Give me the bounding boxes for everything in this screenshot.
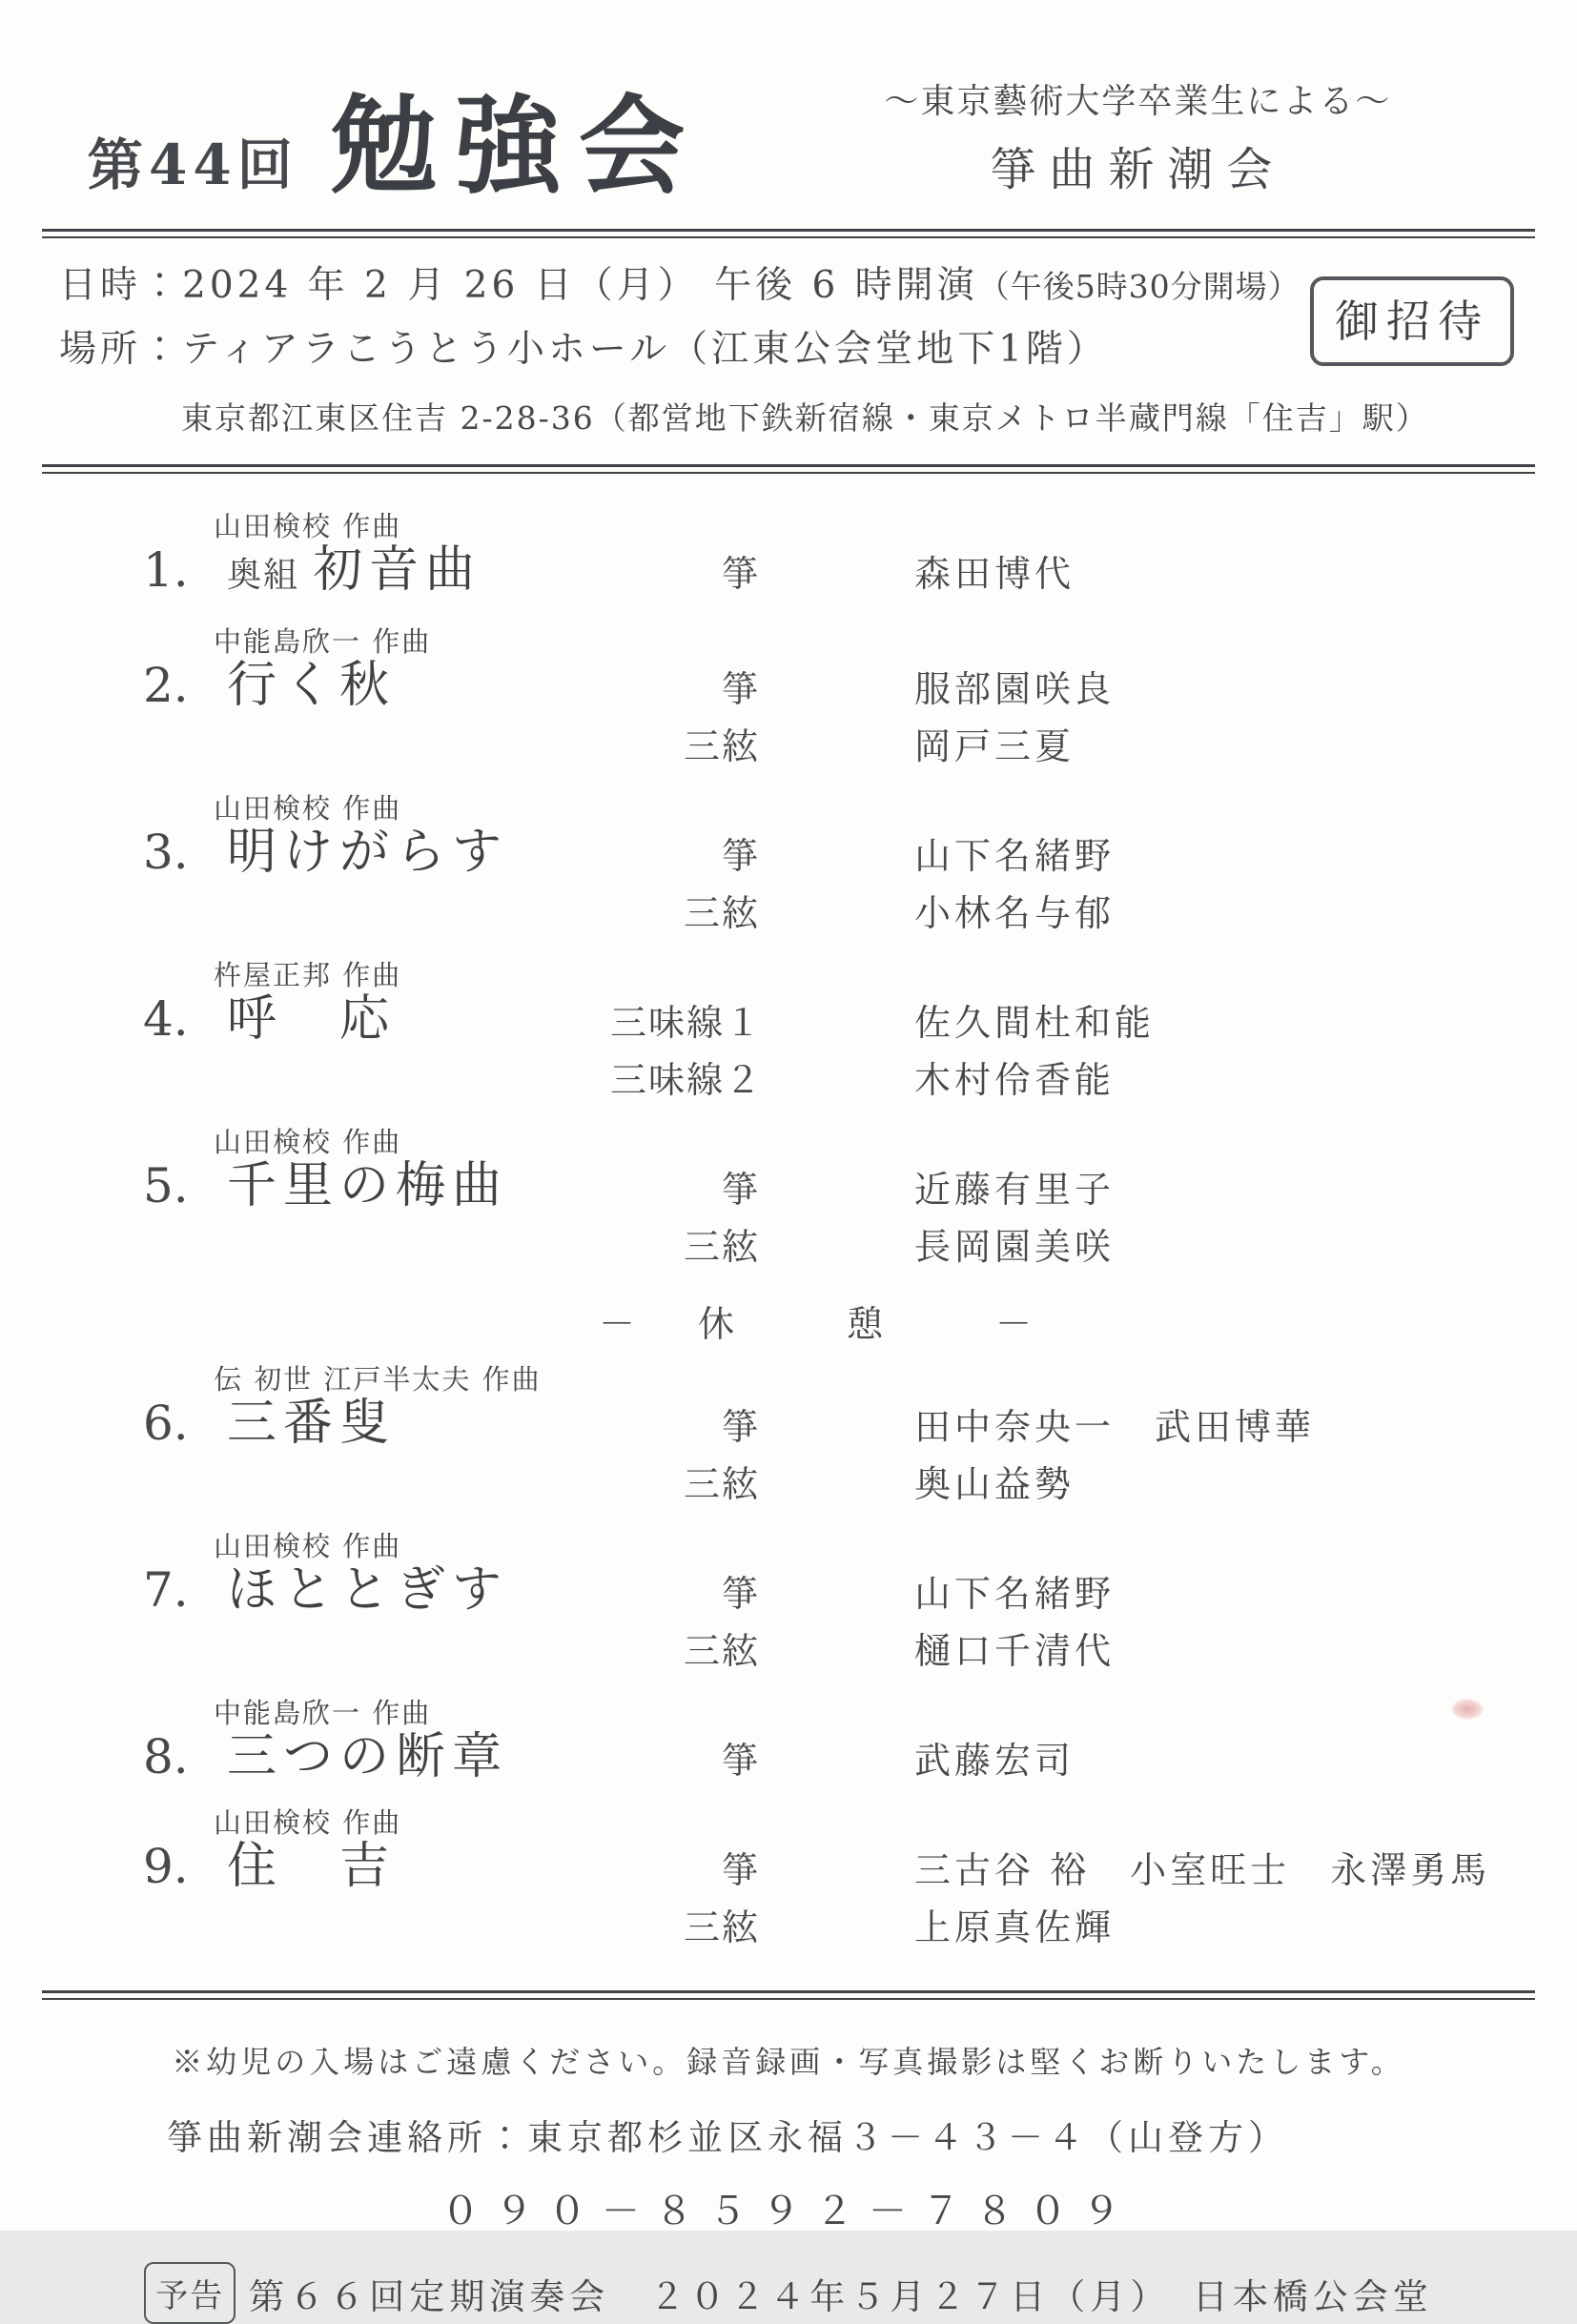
part-row — [610, 1048, 1520, 1105]
contact-phone: ０９０－８５９２－７８０９ — [441, 2190, 1136, 2233]
datetime-line — [59, 264, 1520, 307]
item-title: 三番叟 — [227, 1395, 397, 1452]
announcement-badge: 予告 — [144, 2262, 236, 2324]
part-row — [610, 1895, 1520, 1952]
part-row — [610, 1838, 1520, 1895]
part-rows — [610, 824, 1520, 938]
program-item — [143, 1531, 1520, 1676]
part-row — [610, 1561, 1520, 1619]
item-title: 明けがらす — [227, 824, 509, 881]
event-title: 勉強会 — [330, 84, 703, 209]
performer-names: 服部園咲良 — [914, 667, 1116, 710]
contact-address: 箏曲新潮会連絡所：東京都杉並区永福３－４３－４（山登方） — [167, 2117, 1288, 2158]
part-rows — [610, 1838, 1520, 1952]
performer-names: 田中奈央一 武田博華 — [914, 1405, 1316, 1448]
instrument-label: 箏 — [721, 552, 760, 595]
piece-title-cell — [143, 657, 610, 714]
event-round: 第44回 — [88, 133, 298, 197]
item-title: 千里の梅曲 — [227, 1157, 509, 1214]
divider-rule-top — [42, 229, 1535, 238]
performer-names: 森田博代 — [914, 552, 1075, 595]
piece-title-cell — [143, 1157, 610, 1214]
performer-names: 岡戸三夏 — [914, 724, 1075, 767]
instrument-label: 三絃 — [683, 724, 760, 767]
program-item-main — [143, 824, 1520, 938]
title-block — [88, 84, 703, 209]
performer-names: 奥山益勢 — [914, 1462, 1075, 1505]
scan-artifact-mark — [1451, 1699, 1484, 1720]
part-rows — [610, 1728, 1520, 1785]
program-item-main — [143, 1838, 1520, 1952]
part-row — [610, 1452, 1520, 1509]
program-item-main — [143, 1157, 1520, 1272]
item-number: 1. — [143, 542, 189, 598]
item-title-prefix: 奥組 — [227, 556, 300, 595]
part-rows — [610, 541, 1520, 599]
item-number: 5. — [143, 1158, 189, 1213]
organization-block — [756, 74, 1520, 198]
divider-rule-info — [42, 464, 1535, 474]
instrument-label: 三絃 — [683, 1906, 760, 1948]
program-item — [143, 793, 1520, 938]
doors-open-note: （午後5時30分開場） — [977, 268, 1301, 305]
part-row — [610, 990, 1520, 1048]
venue-line: 場所：ティアラこうとう小ホール（江東公会堂地下1階） — [59, 328, 1108, 371]
instrument-label: 三絃 — [683, 891, 760, 934]
item-number: 6. — [143, 1396, 189, 1451]
part-row — [610, 657, 1520, 714]
item-number: 8. — [143, 1729, 189, 1784]
part-row — [610, 1619, 1520, 1676]
piece-title-cell — [143, 1561, 610, 1619]
performer-names: 樋口千清代 — [914, 1629, 1116, 1672]
piece-title-cell — [143, 541, 610, 604]
instrument-label: 箏 — [721, 1168, 760, 1211]
item-number: 2. — [143, 658, 189, 713]
invitation-badge: 御招待 — [1310, 276, 1514, 366]
part-row — [610, 1395, 1520, 1452]
program-item-main — [143, 657, 1520, 771]
piece-title-cell — [143, 1395, 610, 1452]
piece-title-cell — [143, 1728, 610, 1785]
next-concert-text: 第６６回定期演奏会 ２０２４年５月２７日（月） 日本橋公会堂 — [249, 2275, 1433, 2317]
organization-tagline: ～東京藝術大学卒業生による～ — [884, 82, 1392, 121]
part-row — [610, 1157, 1520, 1214]
performer-names: 三古谷 裕 小室旺士 永澤勇馬 — [914, 1848, 1491, 1891]
admission-note: ※幼児の入場はご遠慮ください。録音録画・写真撮影は堅くお断りいたします。 — [172, 2044, 1405, 2080]
program-item-main — [143, 541, 1520, 604]
part-rows — [610, 657, 1520, 771]
instrument-label: 三味線２ — [610, 1058, 764, 1101]
program-item-main — [143, 1561, 1520, 1676]
part-row — [610, 881, 1520, 938]
composer-label: 伝 初世 江戸半太夫 作曲 — [214, 1363, 542, 1396]
item-title: ほととぎす — [227, 1561, 509, 1619]
instrument-label: 箏 — [721, 1405, 760, 1448]
program-item-main — [143, 1728, 1520, 1785]
piece-title-cell — [143, 1838, 610, 1895]
instrument-label: 三絃 — [683, 1225, 760, 1268]
performer-names: 佐久間杜和能 — [914, 1001, 1156, 1044]
composer-label: 杵屋正邦 作曲 — [214, 959, 402, 991]
part-rows — [610, 990, 1520, 1105]
program-item — [143, 960, 1520, 1105]
instrument-label: 三味線１ — [610, 1001, 764, 1044]
item-title: 三つの断章 — [227, 1728, 509, 1785]
instrument-label: 箏 — [721, 1572, 760, 1615]
part-row — [610, 824, 1520, 881]
part-rows — [610, 1561, 1520, 1676]
performer-names: 長岡園美咲 — [914, 1225, 1116, 1268]
event-info — [0, 238, 1577, 464]
performer-names: 近藤有里子 — [914, 1168, 1116, 1211]
venue-address: 東京都江東区住吉 2-28-36（都営地下鉄新宿線・東京メトロ半蔵門線「住吉」駅） — [181, 399, 1429, 437]
item-number: 7. — [143, 1562, 189, 1618]
performer-names: 武藤宏司 — [914, 1739, 1075, 1782]
program-item — [143, 1364, 1520, 1509]
program-item — [143, 626, 1520, 771]
composer-label: 山田検校 作曲 — [214, 1806, 402, 1839]
program-item — [143, 1127, 1520, 1272]
program-item-main — [143, 990, 1520, 1105]
item-title: 住 吉 — [227, 1838, 397, 1895]
performer-names: 小林名与郁 — [914, 891, 1116, 934]
header — [0, 0, 1577, 209]
part-rows — [610, 1157, 1520, 1272]
program-item-main — [143, 1395, 1520, 1509]
part-rows — [610, 1395, 1520, 1509]
composer-label: 山田検校 作曲 — [214, 510, 402, 542]
performer-names: 上原真佐輝 — [914, 1906, 1116, 1948]
instrument-label: 三絃 — [683, 1462, 760, 1505]
instrument-label: 三絃 — [683, 1629, 760, 1672]
performer-names: 山下名緒野 — [914, 1572, 1116, 1615]
composer-label: 中能島欣一 作曲 — [214, 1697, 432, 1729]
program-item — [143, 511, 1520, 604]
performer-names: 山下名緒野 — [914, 834, 1116, 877]
datetime-text: 日時：2024 年 2 月 26 日（月） 午後 6 時開演 — [59, 264, 978, 307]
part-row — [610, 1728, 1520, 1785]
instrument-label: 箏 — [721, 1848, 760, 1891]
item-number: 4. — [143, 991, 189, 1047]
instrument-label: 箏 — [721, 667, 760, 710]
program-item — [143, 1698, 1520, 1785]
divider-rule-bottom — [42, 1990, 1535, 2000]
item-title: 行く秋 — [227, 657, 397, 714]
item-title: 呼 応 — [227, 990, 397, 1048]
footer — [0, 1990, 1577, 2324]
part-row — [610, 1214, 1520, 1272]
composer-label: 山田検校 作曲 — [214, 792, 402, 825]
item-title: 初音曲 — [313, 541, 482, 599]
intermission: － 休 憩 － — [598, 1303, 1045, 1345]
instrument-label: 箏 — [721, 1739, 760, 1782]
part-row — [610, 714, 1520, 771]
piece-title-cell — [143, 990, 610, 1048]
program-item — [143, 1807, 1520, 1952]
part-row — [610, 541, 1520, 599]
piece-title-cell — [143, 824, 610, 881]
organization-name: 箏曲新潮会 — [990, 143, 1286, 196]
program-list — [0, 474, 1577, 1952]
composer-label: 山田検校 作曲 — [214, 1126, 402, 1158]
instrument-label: 箏 — [721, 834, 760, 877]
composer-label: 山田検校 作曲 — [214, 1530, 402, 1562]
item-number: 9. — [143, 1839, 189, 1894]
next-concert-announcement — [0, 2262, 1577, 2324]
item-number: 3. — [143, 825, 189, 880]
performer-names: 木村伶香能 — [914, 1058, 1116, 1101]
composer-label: 中能島欣一 作曲 — [214, 625, 432, 658]
